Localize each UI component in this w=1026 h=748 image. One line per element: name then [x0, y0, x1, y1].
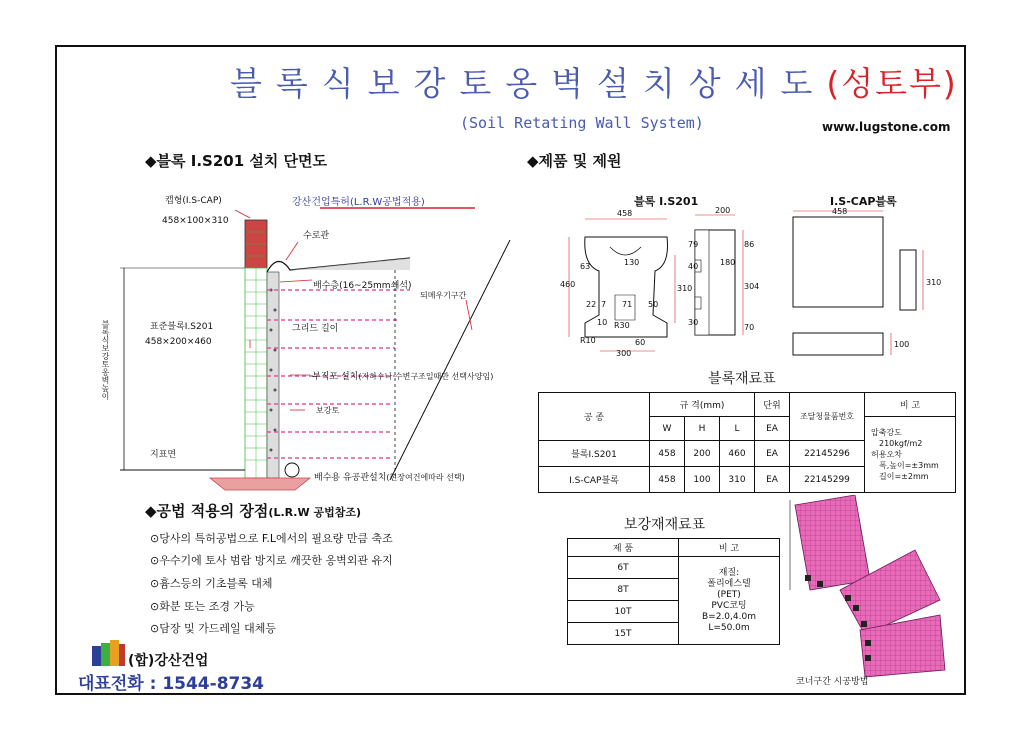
company-name: (합)강산건업: [128, 653, 209, 669]
ground-label: 지표면: [150, 450, 177, 460]
row-l: 310: [720, 467, 755, 493]
block-column: [245, 268, 267, 478]
advantages-heading: ◆공법 적용의 장점(L.R.W 공법참조): [145, 502, 361, 520]
advantage-item: ⊙화분 또는 조경 가능: [150, 600, 255, 613]
note-line: 폴리에스텔: [707, 578, 751, 589]
sub-l: L: [720, 417, 755, 441]
dim-label: 22: [586, 300, 597, 309]
dim-label: 63: [580, 262, 591, 271]
dim-label: R30: [614, 321, 630, 330]
dim-label: 71: [622, 300, 633, 309]
row-unit: EA: [755, 441, 790, 467]
dim-label: 130: [624, 258, 640, 267]
dim-label: 458: [617, 209, 633, 218]
dim-label: 458: [832, 207, 848, 216]
dim-label: 7: [601, 300, 607, 309]
corner-caption: 코너구간 시공방법: [796, 677, 869, 687]
dim-label: 100: [894, 340, 910, 349]
reinf-table-title: 보강재재료표: [624, 517, 706, 533]
foundation: [210, 478, 310, 490]
cap-plan-view: [793, 217, 883, 307]
drain-layer-label: 배수층(16~25mm쇄석): [313, 281, 412, 291]
row-l: 460: [720, 441, 755, 467]
product-cell: 8T: [568, 579, 679, 601]
advantage-item: ⊙담장 및 가드레일 대체등: [150, 622, 276, 635]
row-w: 458: [650, 441, 685, 467]
product-cell: 15T: [568, 623, 679, 645]
block-side-view: [695, 215, 743, 335]
note-line: PVC코팅: [711, 600, 747, 611]
note-line: 폭,높이=±3mm: [879, 461, 939, 470]
dim-label: 40: [688, 262, 699, 271]
dim-label: 79: [688, 240, 699, 249]
col-note: 비 고: [865, 393, 956, 417]
page-subtitle: (Soil Retating Wall System): [460, 114, 704, 132]
company-logo: [92, 640, 126, 668]
dim-label: 200: [715, 206, 731, 215]
dim-label: 10: [597, 318, 608, 327]
note-line: 허용오차: [871, 450, 902, 459]
drain-gravel: [267, 272, 279, 478]
dim-label: 86: [744, 240, 755, 249]
col-note: 비 고: [679, 539, 780, 557]
fill-zone-label: 되메우기구간: [420, 291, 467, 300]
block-title: 블록 I.S201: [634, 195, 699, 208]
page-title-suffix: (성토부): [826, 64, 958, 103]
col-unit: 단위: [755, 393, 790, 417]
note-line: (PET): [717, 589, 741, 600]
sub-unit: EA: [755, 417, 790, 441]
row-name: I.S-CAP블록: [539, 467, 650, 493]
dim-label: 30: [688, 318, 699, 327]
page-title: 블록식보강토옹벽설치상세도(성토부): [230, 64, 958, 103]
cap-side-view: [900, 250, 916, 310]
product-cell: 6T: [568, 557, 679, 579]
cap-size-label: 458×100×310: [162, 216, 229, 226]
dim-label: 304: [744, 282, 760, 291]
row-unit: EA: [755, 467, 790, 493]
cap-front-view: [793, 333, 883, 355]
block-note-cell: [865, 417, 956, 493]
sub-w: W: [650, 417, 685, 441]
dim-label: 70: [744, 323, 755, 332]
dim-label: 460: [560, 280, 576, 289]
note-line: L=50.0m: [708, 622, 750, 633]
dim-label: 180: [720, 258, 736, 267]
row-code: 22145296: [790, 441, 865, 467]
sub-h: H: [685, 417, 720, 441]
product-cell: 10T: [568, 601, 679, 623]
note-line: 재질:: [718, 567, 740, 578]
grid-length-label: 그리드 길이: [292, 324, 339, 334]
std-block-label: 표준블록I.S201: [150, 322, 214, 332]
block-material-table: [538, 392, 956, 495]
block-plan-view: [569, 219, 675, 351]
geotextile-note: (지하수나 수변구조일때만 선택사양임): [358, 372, 494, 381]
dim-label: 310: [926, 278, 942, 287]
advantages-heading-suffix: (L.R.W 공법참조): [268, 506, 361, 519]
drain-perf-label: 배수용 유공관설치(현장여건에따라 선택): [314, 473, 465, 483]
geotextile-label: 부직포 설치(지하수나 수변구조일때만 선택사양임): [312, 372, 494, 382]
section-left-heading: ◆블록 I.S201 설치 단면도: [145, 152, 328, 170]
note-line: 210kgf/m2: [879, 439, 923, 448]
cap-name-label: 캡형(I.S-CAP): [165, 196, 222, 206]
reinf-note-cell: [679, 557, 780, 645]
dim-label: 60: [635, 338, 646, 347]
corner-illustration: [785, 495, 960, 680]
advantage-item: ⊙흄스등의 기초블록 대체: [150, 577, 273, 590]
drain-pipe: [285, 463, 299, 477]
website-url[interactable]: www.lugstone.com: [822, 120, 951, 134]
dim-label: 300: [616, 349, 632, 358]
note-line: B=2.0,4.0m: [702, 611, 756, 622]
advantage-item: ⊙당사의 특허공법으로 F.L에서의 필요량 만큼 축조: [150, 532, 393, 545]
col-type: 공 종: [539, 393, 650, 441]
note-line: 길이=±2mm: [879, 472, 929, 481]
reinforced-soil-label: 보강토: [316, 406, 340, 415]
col-product: 제 품: [568, 539, 679, 557]
cap-title: I.S-CAP블록: [830, 195, 897, 208]
table-row: [568, 557, 780, 579]
dim-label: 310: [677, 284, 693, 293]
col-spec: 규 격(mm): [650, 393, 755, 417]
note-line: 압축강도: [871, 428, 902, 437]
row-h: 200: [685, 441, 720, 467]
company-phone[interactable]: 대표전화 : 1544-8734: [78, 674, 265, 694]
patent-label: 강산건업특허(L.R.W공법적용): [292, 197, 425, 208]
col-code: 조달청물품번호: [790, 393, 865, 441]
row-name: 블록I.S201: [539, 441, 650, 467]
dim-label: 50: [648, 300, 659, 309]
reinforcement-material-table: [567, 538, 780, 645]
drain-perf-note: (현장여건에따라 선택): [386, 473, 465, 482]
drain-channel-label: 수로관: [303, 231, 330, 241]
advantage-item: ⊙우수기에 토사 범람 방지로 깨끗한 옹벽외관 유지: [150, 554, 393, 567]
block-table-title: 블록재료표: [708, 371, 776, 387]
row-w: 458: [650, 467, 685, 493]
wall-height-label: 블록식보강토옹벽높이: [101, 320, 110, 400]
dim-label: R10: [580, 336, 596, 345]
row-h: 100: [685, 467, 720, 493]
section-right-heading: ◆제품 및 제원: [527, 152, 622, 170]
std-size-label: 458×200×460: [145, 337, 212, 347]
row-code: 22145299: [790, 467, 865, 493]
